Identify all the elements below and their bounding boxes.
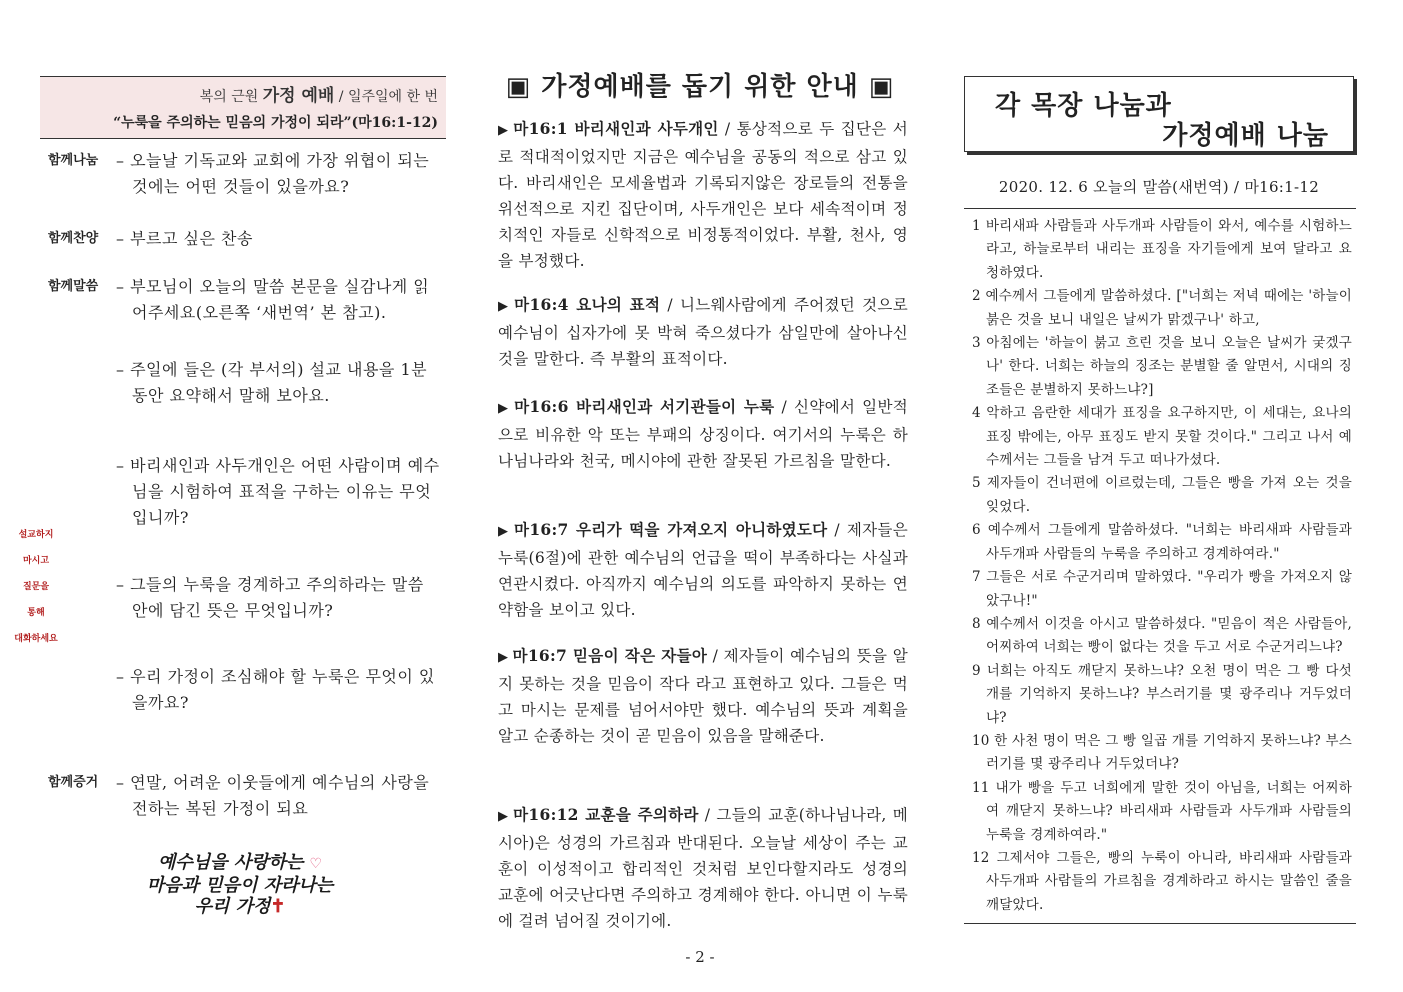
verse: 12 그제서야 그들은, 빵의 누룩이 아니라, 바리새파 사람들과 사두개파 사람들의 가르침을 경계하라고 하시는 말씀인 줄을 깨달았다. <box>972 849 1352 913</box>
section-label: 함께증거 <box>48 775 99 790</box>
arrow-icon: ▶ <box>498 401 511 416</box>
calligraphy-line: 마음과 믿음이 자라나는 <box>146 875 334 896</box>
section-text: – 주일에 들은 (각 부서의) 설교 내용을 1분 동안 요약해서 말해 보아요. <box>116 360 428 405</box>
verse-list <box>964 208 1356 924</box>
guide-item-body: / 그들의 교훈(하나님나라, 메시아)은 성경의 가르침과 반대된다. 오늘날 세상이 주는 교훈이 이성적이고 합리적인 것처럼 보인다할지라도 성경의 교훈에 어긋난다면 주의하고 경계해야 한다. 아니면 이 누룩에 걸려 넘어질 것이기에. <box>498 806 908 930</box>
sharing-title-box <box>964 76 1354 152</box>
verse: 11 내가 빵을 두고 너희에게 말한 것이 아님을, 너희는 어찌하여 깨닫지 못하느냐? 바리새파 사람들과 사두개파 사람들의 누룩을 경계하여라." <box>972 779 1352 843</box>
section-text: – 바리새인과 사두개인은 어떤 사람이며 예수님을 시험하여 표적을 구하는 이유는 무엇입니까? <box>116 456 440 527</box>
verse: 3 아침에는 '하늘이 붉고 흐린 것을 보니 오늘은 날씨가 궂겠구나' 한다. 너희는 하늘의 징조는 분별할 줄 알면서, 시대의 징조들은 분별하지 못하느냐?] <box>972 335 1352 398</box>
guide-item <box>498 116 908 274</box>
header-title: 가정 예배 <box>262 86 335 106</box>
title-line-2: 가정예배 나눔 <box>1162 121 1329 151</box>
verse: 5 제자들이 건너편에 이르렀는데, 그들은 빵을 가져 오는 것을 잊었다. <box>972 475 1352 515</box>
guide-item-body: / 제자들이 예수님의 뜻을 알지 못하는 것을 믿음이 작다 라고 표현하고 있다. 그들은 먹고 마시는 문제를 넘어서야만 했다. 예수님의 뜻과 계획을 알고 순종하는 것이 곧 믿음이 있음을 말해준다. <box>498 647 908 745</box>
side-note <box>8 522 64 652</box>
guide-item-body: / 통상적으로 두 집단은 서로 적대적이었지만 지금은 예수님을 공동의 적으로 삼고 있다. 바리새인은 모세율법과 기록되지않은 장로들의 전통을 위선적으로 지킨 집단이며, 사두개인은 보다 세속적이며 정치적인 자들로 신학적으로 비정통적이었다. 부활, 천사, 영을 부정했다. <box>498 120 908 270</box>
heart-icon: ♡ <box>309 856 323 872</box>
guide-item <box>498 802 908 934</box>
arrow-icon: ▶ <box>498 809 510 824</box>
side-note-line: 통해 <box>27 608 45 618</box>
left-column <box>40 76 446 139</box>
worship-header <box>40 76 446 139</box>
guide-item <box>498 517 908 623</box>
guide-item-head: 마16:7 믿음이 작은 자들아 <box>512 646 708 665</box>
guide-item-body: / 제자들은 누룩(6절)에 관한 예수님의 언급을 떡이 부족하다는 사실과 연관시켰다. 아직까지 예수님의 의도를 파악하지 못하는 연약함을 보이고 있다. <box>498 521 908 619</box>
guide-item-head: 마16:12 교훈을 주의하라 <box>513 805 699 824</box>
section-text: – 부모님이 오늘의 말씀 본문을 실감나게 읽어주세요(오른쪽 ‘새번역’ 본 참고). <box>116 277 430 322</box>
arrow-icon: ▶ <box>498 123 510 138</box>
calligraphy-line: 우리 가정 <box>194 896 271 917</box>
verse: 7 그들은 서로 수군거리며 말하였다. "우리가 빵을 가져오지 않았구나!" <box>972 569 1352 609</box>
verse: 10 한 사천 명이 먹은 그 빵 일곱 개를 기억하지 못하느냐? 부스러기를 몇 광주리나 거두었더냐? <box>972 732 1352 773</box>
guide-title: ▣ 가정예배를 돕기 위한 안내 ▣ <box>505 72 895 102</box>
worship-header-line <box>48 81 438 106</box>
side-note-line: 마시고 <box>22 556 50 566</box>
header-suffix: / 일주일에 한 번 <box>338 89 438 105</box>
arrow-icon: ▶ <box>498 299 511 314</box>
section-label: 함께말씀 <box>48 279 99 294</box>
section-text: – 그들의 누룩을 경계하고 주의하라는 말씀 안에 담긴 뜻은 무엇입니까? <box>116 575 424 620</box>
section-label: 함께찬양 <box>48 231 99 246</box>
cross-icon: ✝ <box>270 896 286 917</box>
side-note-line: 설교하지 <box>18 530 54 540</box>
header-prefix: 복의 근원 <box>199 89 259 105</box>
verse: 1 바리새파 사람들과 사두개파 사람들이 와서, 예수를 시험하느라고, 하늘로부터 내리는 표징을 자기들에게 보여 달라고 요청하였다. <box>972 218 1352 281</box>
side-note-line: 대화하세요 <box>14 634 58 644</box>
arrow-icon: ▶ <box>498 650 509 665</box>
title-line-1: 각 목장 나눔과 <box>995 91 1172 121</box>
verse: 2 예수께서 그들에게 말씀하셨다. ["너희는 저녁 때에는 '하늘이 붉은 것을 보니 내일은 날씨가 맑겠구나' 하고, <box>972 288 1352 328</box>
guide-item-body: / 신약에서 일반적으로 비유한 악 또는 부패의 상징이다. 여기서의 누룩은 하나님나라와 천국, 메시야에 관한 잘못된 가르침을 말한다. <box>498 398 908 470</box>
guide-item <box>498 394 908 474</box>
page-number: - 2 - <box>685 948 715 966</box>
calligraphy-line: 예수님을 사랑하는 <box>157 852 304 873</box>
calligraphy <box>140 852 340 917</box>
guide-item-head: 마16:6 바리새인과 서기관들이 누룩 <box>514 397 775 416</box>
verse: 8 예수께서 이것을 아시고 말씀하셨다. "믿음이 적은 사람들아, 어찌하여 너희는 빵이 없다는 것을 두고 서로 수군거리느냐? <box>972 615 1352 656</box>
verse: 9 너희는 아직도 깨닫지 못하느냐? 오천 명이 먹은 그 빵 다섯 개를 기억하지 못하느냐? 부스러기를 몇 광주리나 거두었더냐? <box>972 662 1352 726</box>
scripture-subtitle: 2020. 12. 6 오늘의 말씀(새번역) / 마16:1-12 <box>998 178 1320 196</box>
arrow-icon: ▶ <box>498 524 511 539</box>
verse: 6 예수께서 그들에게 말씀하셨다. "너희는 바리새파 사람들과 사두개파 사람들의 누룩을 주의하고 경계하여라." <box>972 522 1352 562</box>
header-theme: “누룩을 주의하는 믿음의 가정이 되라”(마16:1-12) <box>113 115 438 131</box>
verse: 4 악하고 음란한 세대가 표징을 요구하지만, 이 세대는, 요나의 표징 밖에는, 아무 표징도 받지 못할 것이다." 그리고 나서 예수께서는 그들을 남겨 두고 떠나가셨다. <box>972 405 1352 469</box>
guide-item-head: 마16:1 바리새인과 사두개인 <box>513 119 719 138</box>
guide-item <box>498 292 908 372</box>
side-note-line: 질문을 <box>22 582 50 592</box>
guide-item-head: 마16:4 요나의 표적 <box>514 295 661 314</box>
section-text: – 연말, 어려운 이웃들에게 예수님의 사랑을 전하는 복된 가정이 되요 <box>116 773 430 818</box>
guide-item-body: / 니느웨사람에게 주어졌던 것으로 예수님이 십자가에 못 박혀 죽으셨다가 삼일만에 살아나신 것을 말한다. 즉 부활의 표적이다. <box>498 296 908 368</box>
section-text: – 오늘날 기독교와 교회에 가장 위협이 되는 것에는 어떤 것들이 있을까요? <box>116 151 430 196</box>
section-label: 함께나눔 <box>48 153 99 168</box>
guide-item <box>498 643 908 749</box>
section-text: – 부르고 싶은 찬송 <box>116 229 253 248</box>
section-text: – 우리 가정이 조심해야 할 누룩은 무엇이 있을까요? <box>116 667 435 712</box>
guide-item-head: 마16:7 우리가 떡을 가져오지 아니하였도다 <box>514 520 828 539</box>
